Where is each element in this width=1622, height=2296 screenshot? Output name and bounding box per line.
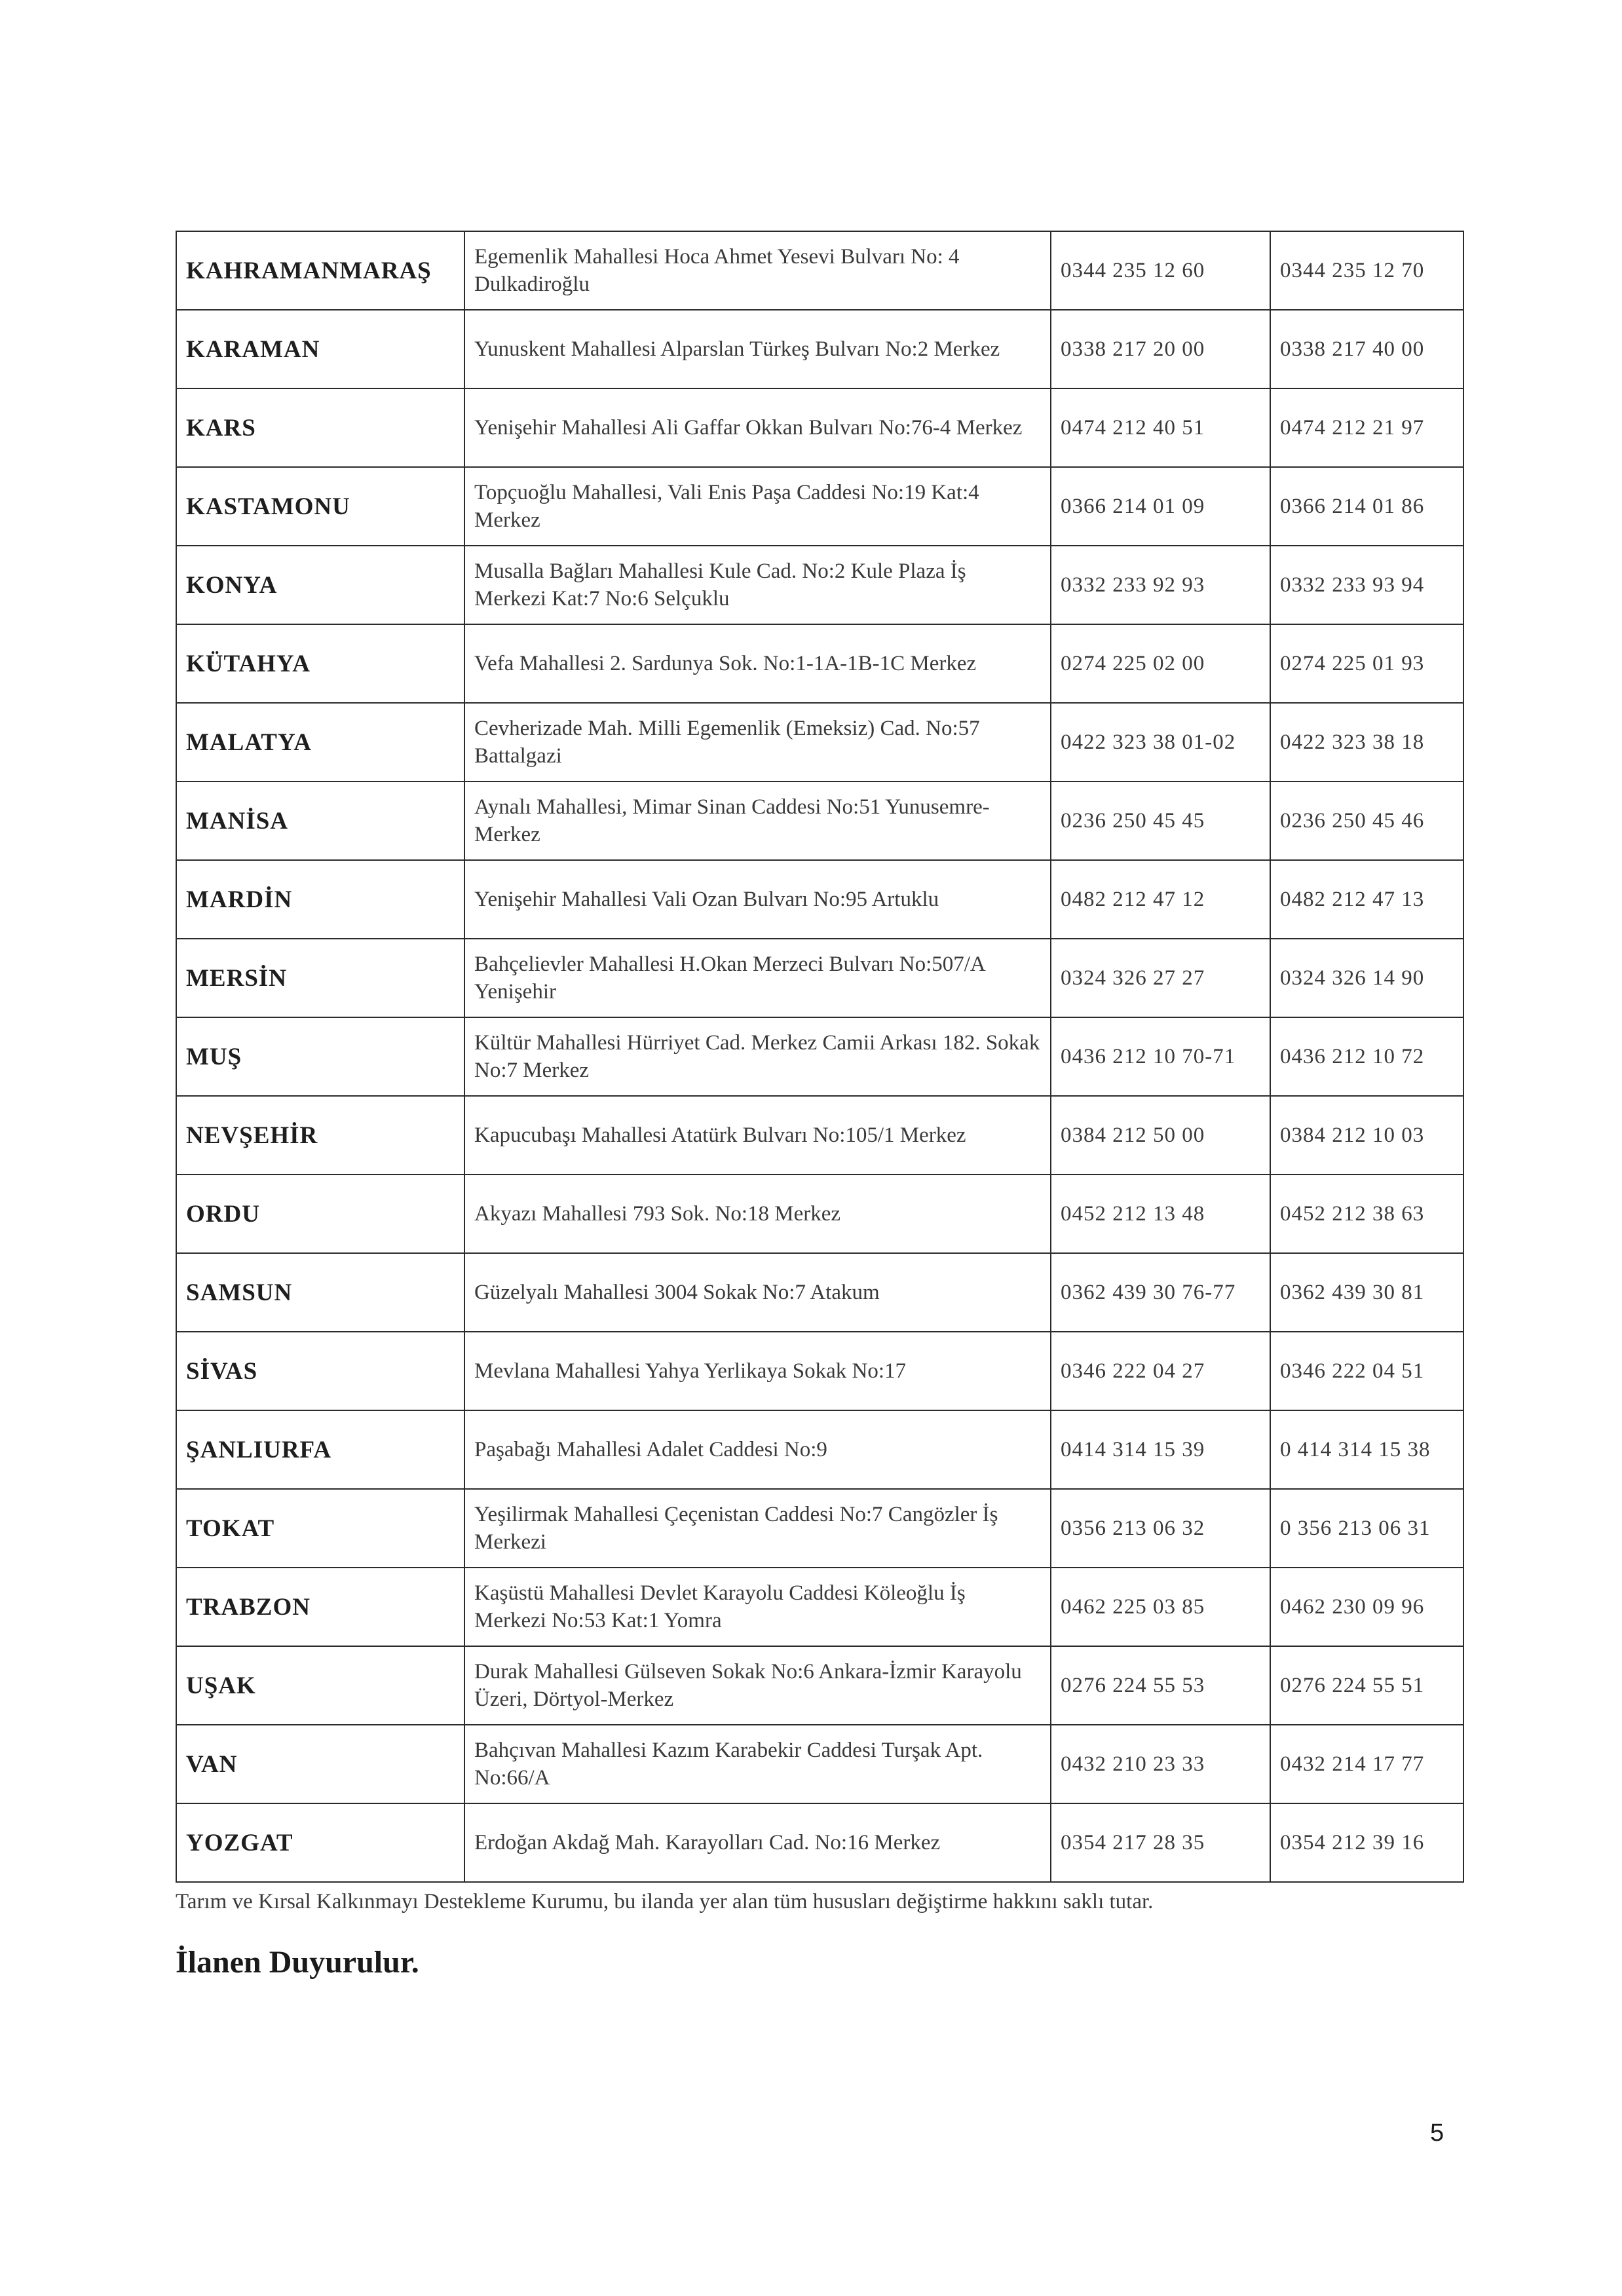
fax-cell: 0384 212 10 03 [1270, 1096, 1463, 1175]
address-cell: Cevherizade Mah. Milli Egemenlik (Emeksiz) Cad. No:57 Battalgazi [464, 703, 1051, 781]
phone-cell: 0356 213 06 32 [1051, 1489, 1270, 1568]
table-row [176, 1646, 1463, 1725]
phone-cell: 0482 212 47 12 [1051, 860, 1270, 939]
city-cell: MARDİN [176, 860, 464, 939]
city-cell: KARAMAN [176, 310, 464, 388]
address-cell: Kaşüstü Mahallesi Devlet Karayolu Caddesi Köleoğlu İş Merkezi No:53 Kat:1 Yomra [464, 1568, 1051, 1646]
provincial-offices-table [176, 231, 1464, 1883]
fax-cell: 0338 217 40 00 [1270, 310, 1463, 388]
city-cell: NEVŞEHİR [176, 1096, 464, 1175]
phone-cell: 0414 314 15 39 [1051, 1410, 1270, 1489]
table-row [176, 1017, 1463, 1096]
city-cell: VAN [176, 1725, 464, 1803]
fax-cell: 0274 225 01 93 [1270, 624, 1463, 703]
announcement-heading: İlanen Duyurulur. [176, 1945, 419, 1980]
fax-cell: 0422 323 38 18 [1270, 703, 1463, 781]
city-cell: YOZGAT [176, 1803, 464, 1882]
city-cell: KÜTAHYA [176, 624, 464, 703]
fax-cell: 0436 212 10 72 [1270, 1017, 1463, 1096]
phone-cell: 0452 212 13 48 [1051, 1175, 1270, 1253]
address-cell: Musalla Bağları Mahallesi Kule Cad. No:2 Kule Plaza İş Merkezi Kat:7 No:6 Selçuklu [464, 546, 1051, 624]
table-row [176, 703, 1463, 781]
address-cell: Yeşilirmak Mahallesi Çeçenistan Caddesi No:7 Cangözler İş Merkezi [464, 1489, 1051, 1568]
table-row [176, 1175, 1463, 1253]
table-row [176, 1568, 1463, 1646]
city-cell: KASTAMONU [176, 467, 464, 546]
fax-cell: 0 356 213 06 31 [1270, 1489, 1463, 1568]
address-cell: Güzelyalı Mahallesi 3004 Sokak No:7 Atakum [464, 1253, 1051, 1332]
city-cell: TOKAT [176, 1489, 464, 1568]
city-cell: MANİSA [176, 781, 464, 860]
table-row [176, 546, 1463, 624]
fax-cell: 0324 326 14 90 [1270, 939, 1463, 1017]
phone-cell: 0346 222 04 27 [1051, 1332, 1270, 1410]
city-cell: KARS [176, 388, 464, 467]
address-cell: Vefa Mahallesi 2. Sardunya Sok. No:1-1A-1B-1C Merkez [464, 624, 1051, 703]
fax-cell: 0344 235 12 70 [1270, 231, 1463, 310]
office-rows [176, 231, 1463, 1882]
fax-cell: 0236 250 45 46 [1270, 781, 1463, 860]
address-cell: Durak Mahallesi Gülseven Sokak No:6 Ankara-İzmir Karayolu Üzeri, Dörtyol-Merkez [464, 1646, 1051, 1725]
city-cell: SAMSUN [176, 1253, 464, 1332]
table-row [176, 781, 1463, 860]
fax-cell: 0332 233 93 94 [1270, 546, 1463, 624]
city-cell: MUŞ [176, 1017, 464, 1096]
address-cell: Erdoğan Akdağ Mah. Karayolları Cad. No:16 Merkez [464, 1803, 1051, 1882]
city-cell: KONYA [176, 546, 464, 624]
phone-cell: 0432 210 23 33 [1051, 1725, 1270, 1803]
phone-cell: 0344 235 12 60 [1051, 231, 1270, 310]
city-cell: TRABZON [176, 1568, 464, 1646]
fax-cell: 0474 212 21 97 [1270, 388, 1463, 467]
fax-cell: 0346 222 04 51 [1270, 1332, 1463, 1410]
phone-cell: 0436 212 10 70-71 [1051, 1017, 1270, 1096]
table-row [176, 1253, 1463, 1332]
table-row [176, 1803, 1463, 1882]
fax-cell: 0452 212 38 63 [1270, 1175, 1463, 1253]
table-row [176, 939, 1463, 1017]
table-row [176, 467, 1463, 546]
table-row [176, 1725, 1463, 1803]
address-cell: Kapucubaşı Mahallesi Atatürk Bulvarı No:105/1 Merkez [464, 1096, 1051, 1175]
fax-cell: 0482 212 47 13 [1270, 860, 1463, 939]
table-row [176, 1096, 1463, 1175]
address-cell: Paşabağı Mahallesi Adalet Caddesi No:9 [464, 1410, 1051, 1489]
fax-cell: 0366 214 01 86 [1270, 467, 1463, 546]
address-cell: Topçuoğlu Mahallesi, Vali Enis Paşa Caddesi No:19 Kat:4 Merkez [464, 467, 1051, 546]
address-cell: Bahçelievler Mahallesi H.Okan Merzeci Bulvarı No:507/A Yenişehir [464, 939, 1051, 1017]
table-row [176, 860, 1463, 939]
address-cell: Mevlana Mahallesi Yahya Yerlikaya Sokak No:17 [464, 1332, 1051, 1410]
phone-cell: 0422 323 38 01-02 [1051, 703, 1270, 781]
fax-cell: 0276 224 55 51 [1270, 1646, 1463, 1725]
phone-cell: 0338 217 20 00 [1051, 310, 1270, 388]
page-number: 5 [1430, 2119, 1444, 2147]
address-cell: Yunuskent Mahallesi Alparslan Türkeş Bulvarı No:2 Merkez [464, 310, 1051, 388]
address-cell: Egemenlik Mahallesi Hoca Ahmet Yesevi Bulvarı No: 4 Dulkadiroğlu [464, 231, 1051, 310]
address-cell: Kültür Mahallesi Hürriyet Cad. Merkez Camii Arkası 182. Sokak No:7 Merkez [464, 1017, 1051, 1096]
phone-cell: 0354 217 28 35 [1051, 1803, 1270, 1882]
phone-cell: 0236 250 45 45 [1051, 781, 1270, 860]
table-row [176, 310, 1463, 388]
city-cell: SİVAS [176, 1332, 464, 1410]
phone-cell: 0384 212 50 00 [1051, 1096, 1270, 1175]
table-row [176, 1332, 1463, 1410]
fax-cell: 0354 212 39 16 [1270, 1803, 1463, 1882]
phone-cell: 0276 224 55 53 [1051, 1646, 1270, 1725]
address-cell: Aynalı Mahallesi, Mimar Sinan Caddesi No:51 Yunusemre-Merkez [464, 781, 1051, 860]
table-row [176, 624, 1463, 703]
fax-cell: 0432 214 17 77 [1270, 1725, 1463, 1803]
table-row [176, 1489, 1463, 1568]
city-cell: ORDU [176, 1175, 464, 1253]
city-cell: KAHRAMANMARAŞ [176, 231, 464, 310]
table-row [176, 1410, 1463, 1489]
address-cell: Yenişehir Mahallesi Vali Ozan Bulvarı No:95 Artuklu [464, 860, 1051, 939]
footnote: Tarım ve Kırsal Kalkınmayı Destekleme Kurumu, bu ilanda yer alan tüm hususları değiştirme hakkını saklı tutar. [176, 1890, 1154, 1913]
city-cell: UŞAK [176, 1646, 464, 1725]
phone-cell: 0366 214 01 09 [1051, 467, 1270, 546]
city-cell: ŞANLIURFA [176, 1410, 464, 1489]
phone-cell: 0274 225 02 00 [1051, 624, 1270, 703]
fax-cell: 0462 230 09 96 [1270, 1568, 1463, 1646]
phone-cell: 0324 326 27 27 [1051, 939, 1270, 1017]
phone-cell: 0362 439 30 76-77 [1051, 1253, 1270, 1332]
fax-cell: 0 414 314 15 38 [1270, 1410, 1463, 1489]
table-row [176, 388, 1463, 467]
city-cell: MERSİN [176, 939, 464, 1017]
phone-cell: 0474 212 40 51 [1051, 388, 1270, 467]
phone-cell: 0332 233 92 93 [1051, 546, 1270, 624]
address-cell: Yenişehir Mahallesi Ali Gaffar Okkan Bulvarı No:76-4 Merkez [464, 388, 1051, 467]
phone-cell: 0462 225 03 85 [1051, 1568, 1270, 1646]
address-cell: Akyazı Mahallesi 793 Sok. No:18 Merkez [464, 1175, 1051, 1253]
fax-cell: 0362 439 30 81 [1270, 1253, 1463, 1332]
address-cell: Bahçıvan Mahallesi Kazım Karabekir Caddesi Turşak Apt. No:66/A [464, 1725, 1051, 1803]
table-row [176, 231, 1463, 310]
city-cell: MALATYA [176, 703, 464, 781]
